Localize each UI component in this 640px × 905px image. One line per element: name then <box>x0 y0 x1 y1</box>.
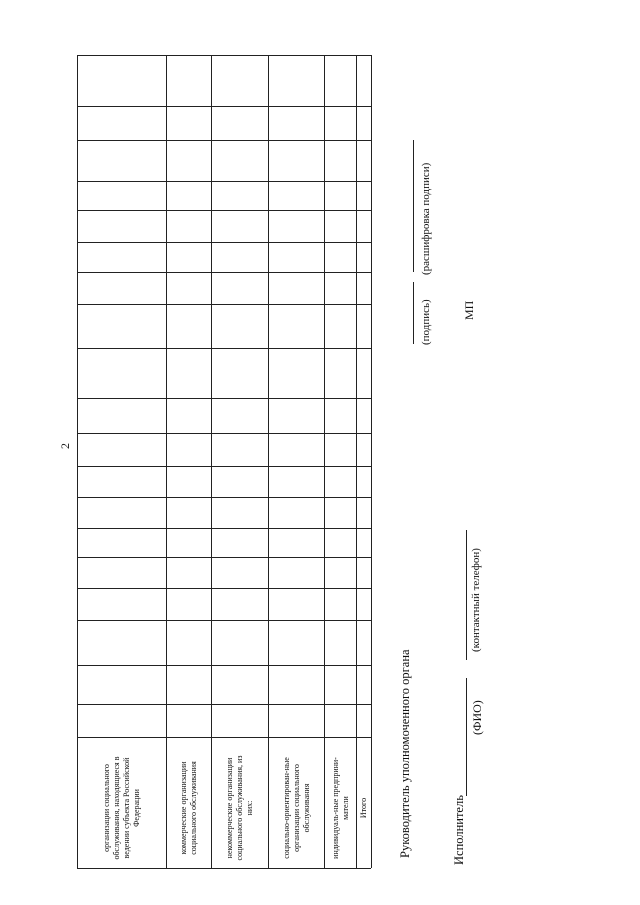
phone-line <box>466 530 467 660</box>
row-label-text: Итого <box>359 797 368 819</box>
table-col-divider <box>77 348 371 349</box>
table-row-divider <box>324 55 325 868</box>
table-col-divider <box>77 528 371 529</box>
table-col-divider <box>77 106 371 107</box>
row-label-noncommercial <box>212 748 268 868</box>
row-label-state-orgs <box>78 748 166 868</box>
page-number: 2 <box>58 443 72 449</box>
row-label-commercial <box>167 748 211 868</box>
row-label-total <box>357 748 371 868</box>
table-col-divider <box>77 398 371 399</box>
table-row-divider <box>211 55 212 868</box>
stamp-label: МП <box>462 300 476 320</box>
row-label-social-oriented <box>269 748 324 868</box>
table-row-divider <box>166 55 167 868</box>
table-col-divider <box>77 588 371 589</box>
row-label-text: социально-ориентирован-ные организации социального обслуживания <box>281 757 311 859</box>
table-col-divider <box>77 704 371 705</box>
fio-line <box>466 678 467 796</box>
table-col-divider <box>77 242 371 243</box>
table-col-divider <box>77 210 371 211</box>
table-col-divider <box>77 433 371 434</box>
table-col-divider <box>77 665 371 666</box>
head-title: Руководитель уполномоченного органа <box>398 649 412 858</box>
decode-label: (расшифровка подписи) <box>420 162 432 275</box>
signature-line <box>413 282 414 344</box>
table-border <box>77 55 78 868</box>
table-row-divider <box>268 55 269 868</box>
table-border <box>371 55 372 868</box>
row-label-text: коммерческие организации социального обслуживания <box>179 761 198 855</box>
table-col-divider <box>77 304 371 305</box>
table-col-divider <box>77 497 371 498</box>
table-col-divider <box>77 140 371 141</box>
row-label-text: некоммерческие организации социального обслуживания, из них: <box>225 755 254 861</box>
row-label-text: организации социального обслуживания, находящиеся в ведении субъекта Российской Федерации <box>102 756 141 860</box>
phone-label: (контактный телефон) <box>470 548 482 652</box>
table-col-divider <box>77 557 371 558</box>
table-col-divider <box>77 466 371 467</box>
executor-label: Исполнитель <box>452 795 466 865</box>
decode-line <box>413 140 414 272</box>
table-col-divider <box>77 272 371 273</box>
table-row-divider <box>356 55 357 868</box>
table-border <box>77 868 371 869</box>
table-border <box>77 55 371 56</box>
table-col-divider <box>77 737 371 738</box>
row-label-entrepreneurs <box>325 748 356 868</box>
signature-label: (подпись) <box>420 299 432 345</box>
row-label-text: индивидуаль-ные предприни-матели <box>330 757 350 859</box>
fio-label: (ФИО) <box>470 700 484 735</box>
table-col-divider <box>77 620 371 621</box>
table-col-divider <box>77 181 371 182</box>
